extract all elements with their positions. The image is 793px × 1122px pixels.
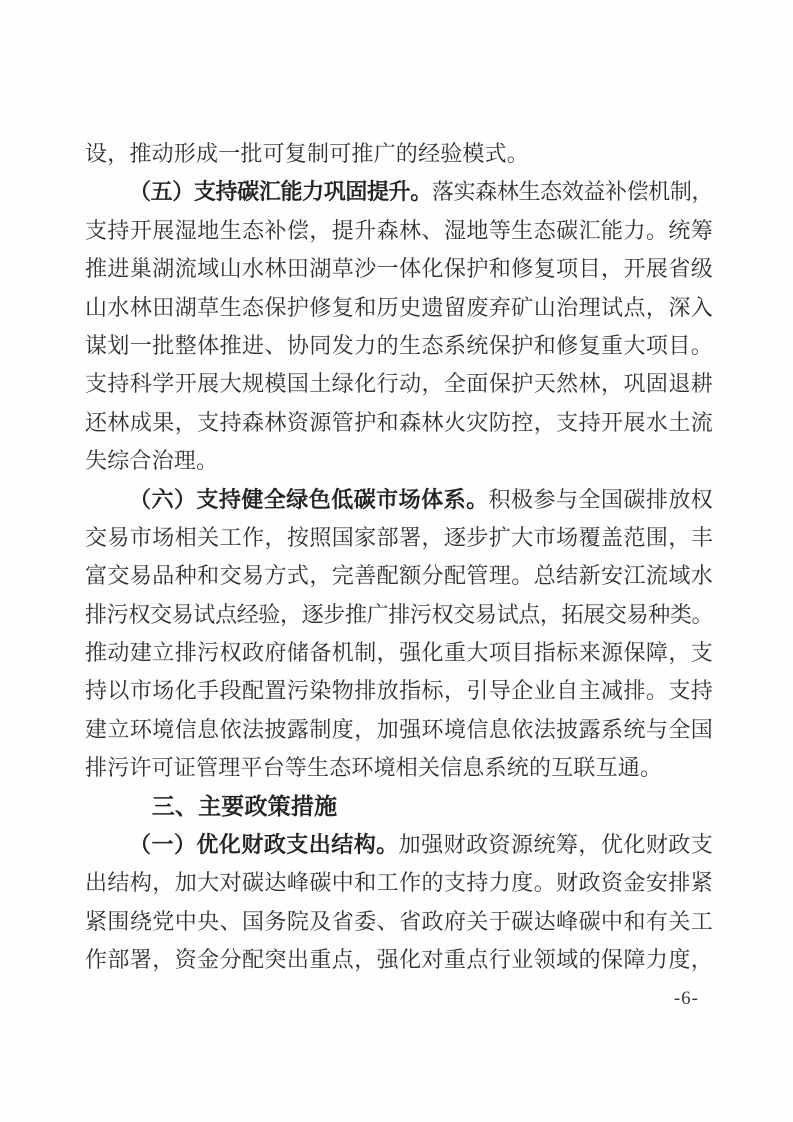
text-segment: 出结构，加大对碳达峰碳中和工作的支持力度。财政资金安排紧 <box>85 870 713 896</box>
text-line <box>85 864 713 902</box>
text-segment: 富交易品种和交易方式，完善配额分配管理。总结新安江流域水 <box>85 563 713 589</box>
text-segment: 加强财政资源统筹，优化财政支 <box>398 832 713 858</box>
bold-text-segment: （六）支持健全绿色低碳市场体系。 <box>129 486 489 512</box>
text-segment: 支持开展湿地生态补偿，提升森林、湿地等生态碳汇能力。统筹 <box>85 217 713 243</box>
text-segment: 落实森林生态效益补偿机制， <box>431 179 714 205</box>
text-segment: 紧围绕党中央、国务院及省委、省政府关于碳达峰碳中和有关工 <box>85 908 713 934</box>
text-line <box>85 327 713 365</box>
text-line <box>85 173 713 211</box>
text-segment: 谋划一批整体推进、协同发力的生态系统保护和修复重大项目。 <box>85 332 713 358</box>
text-segment: 失综合治理。 <box>85 448 219 474</box>
text-segment: 支持科学开展大规模国土绿化行动，全面保护天然林，巩固退耕 <box>85 371 713 397</box>
text-segment: 排污许可证管理平台等生态环境相关信息系统的互联互通。 <box>85 755 663 781</box>
document-body-text <box>85 135 713 980</box>
page-number: -6- <box>673 988 699 1009</box>
text-segment: 交易市场相关工作，按照国家部署，逐步扩大市场覆盖范围，丰 <box>85 524 713 550</box>
text-line <box>85 557 713 595</box>
text-line <box>85 404 713 442</box>
text-segment: 推进巢湖流域山水林田湖草沙一体化保护和修复项目，开展省级 <box>85 256 713 282</box>
bold-text-segment: （一）优化财政支出结构。 <box>129 832 399 858</box>
text-segment: 还林成果，支持森林资源管护和森林火灾防控，支持开展水土流 <box>85 409 713 435</box>
text-line <box>85 250 713 288</box>
text-line <box>85 903 713 941</box>
text-line <box>85 289 713 327</box>
text-line <box>85 672 713 710</box>
section-heading <box>85 788 713 826</box>
text-line <box>85 634 713 672</box>
bold-text-segment: 三、主要政策措施 <box>151 793 338 819</box>
text-line <box>85 365 713 403</box>
text-segment: 积极参与全国碳排放权 <box>488 486 713 512</box>
text-segment: 建立环境信息依法披露制度，加强环境信息依法披露系统与全国 <box>85 716 713 742</box>
text-line <box>85 519 713 557</box>
text-line <box>85 212 713 250</box>
text-segment: 设，推动形成一批可复制可推广的经验模式。 <box>85 141 530 166</box>
text-line <box>85 596 713 634</box>
text-segment: 持以市场化手段配置污染物排放指标，引导企业自主减排。支持 <box>85 678 713 704</box>
text-line <box>85 135 713 173</box>
text-line <box>85 442 713 480</box>
text-segment: 推动建立排污权政府储备机制，强化重大项目指标来源保障，支 <box>85 640 713 666</box>
text-line <box>85 941 713 979</box>
text-segment: 作部署，资金分配突出重点，强化对重点行业领域的保障力度， <box>85 947 713 973</box>
text-line <box>85 826 713 864</box>
text-line <box>85 711 713 749</box>
text-line <box>85 749 713 787</box>
text-segment: 山水林田湖草生态保护修复和历史遗留废弃矿山治理试点，深入 <box>85 294 713 320</box>
text-segment: 排污权交易试点经验，逐步推广排污权交易试点，拓展交易种类。 <box>85 601 713 627</box>
bold-text-segment: （五）支持碳汇能力巩固提升。 <box>129 179 432 205</box>
text-line <box>85 481 713 519</box>
